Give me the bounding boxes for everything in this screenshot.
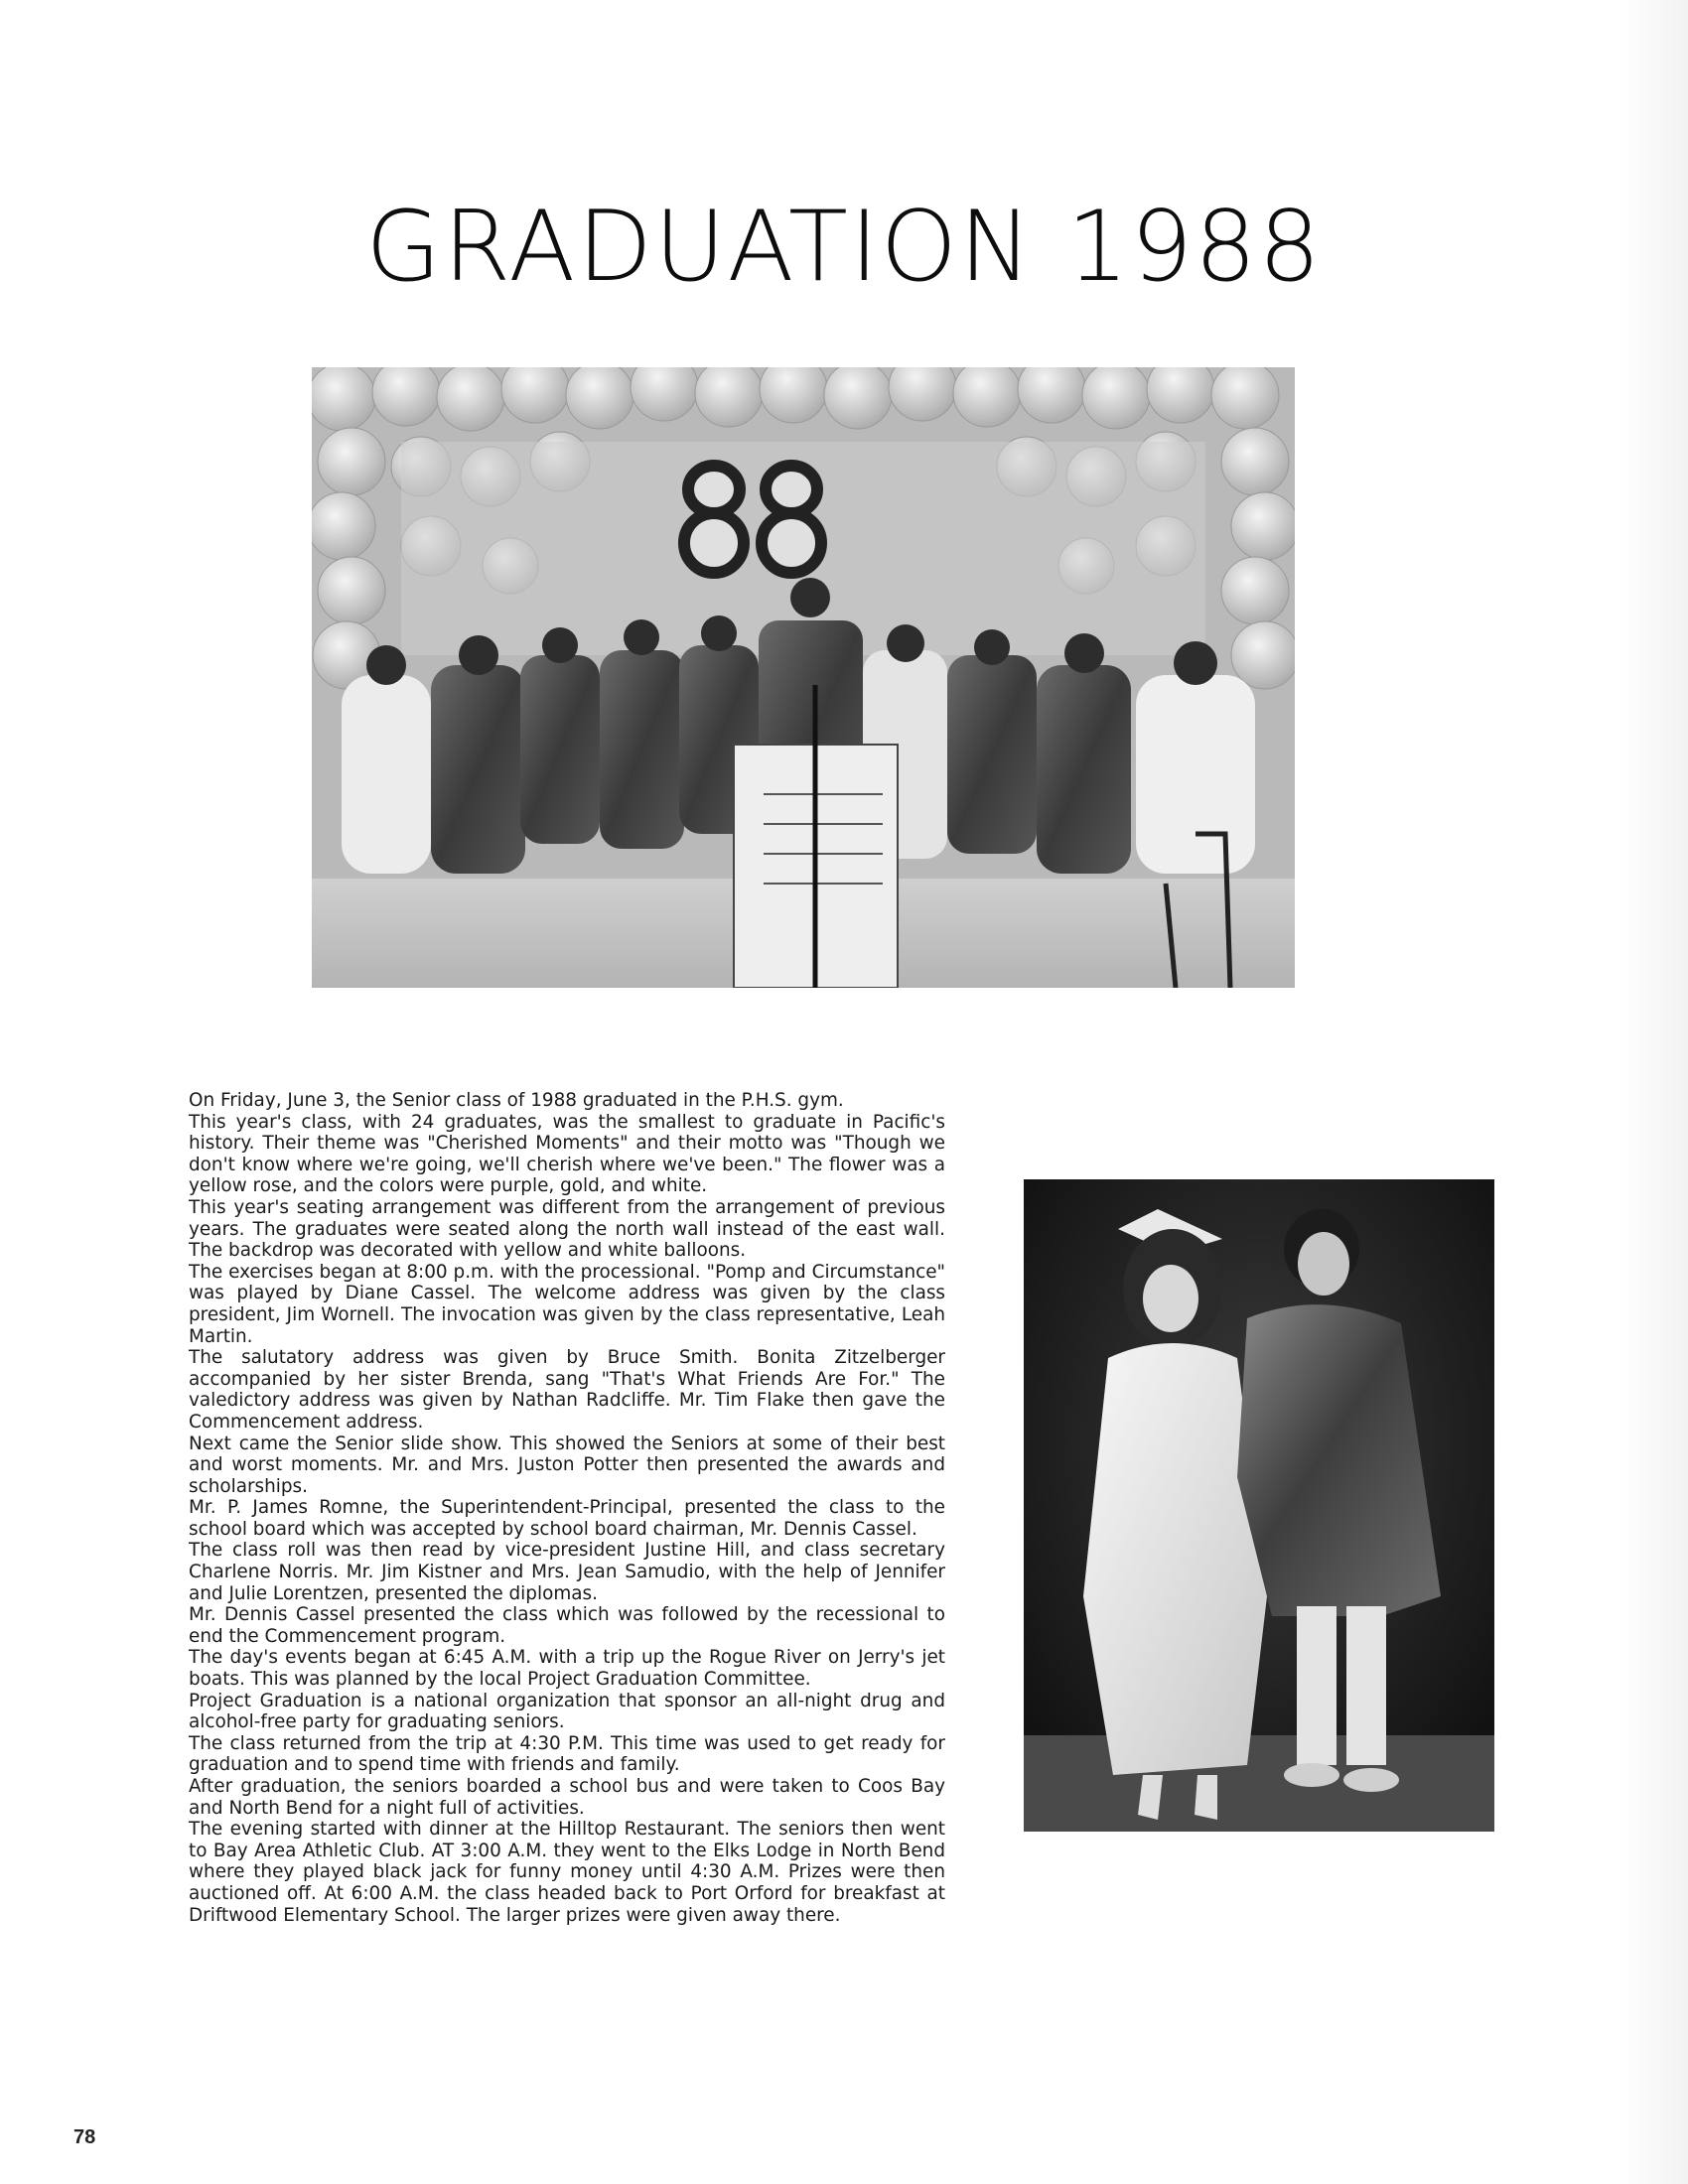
page-edge-shade <box>1618 0 1688 2184</box>
article-paragraph: The class roll was then read by vice-president Justine Hill, and class secretary Charlene Norris. Mr. Jim Kistner and Mrs. Jean Samudio, with the help of Jennifer and Julie Lorentzen, presented the diplomas. <box>189 1540 945 1604</box>
article-paragraph: This year's seating arrangement was different from the arrangement of previous years. The graduates were seated along the north wall instead of the east wall. The backdrop was decorated with yellow and white balloons. <box>189 1196 945 1262</box>
page-title: GRADUATION 1988 <box>365 191 1323 304</box>
graduates-processional-photo-icon <box>1024 1179 1494 1832</box>
article-paragraph: Mr. Dennis Cassel presented the class which was followed by the recessional to end the Commencement program. <box>189 1604 945 1647</box>
article-paragraph: The salutatory address was given by Bruce Smith. Bonita Zitzelberger accompanied by her sister Brenda, sang "That's What Friends Are For." The valedictory address was given by Nathan Radcliffe. Mr. Tim Flake then gave the Commencement address. <box>189 1347 945 1433</box>
graduation-stage-photo-icon <box>312 367 1295 988</box>
article-paragraph: Mr. P. James Romne, the Superintendent-Principal, presented the class to the school board which was accepted by school board chairman, Mr. Dennis Cassel. <box>189 1497 945 1540</box>
article-paragraph: Next came the Senior slide show. This showed the Seniors at some of their best and worst moments. Mr. and Mrs. Juston Potter then presented the awards and scholarships. <box>189 1433 945 1497</box>
article-paragraph: After graduation, the seniors boarded a school bus and were taken to Coos Bay and North Bend for a night full of activities. <box>189 1776 945 1819</box>
graduates-processional-photo <box>1024 1179 1494 1832</box>
article-paragraph: Project Graduation is a national organization that sponsor an all-night drug and alcohol-free party for graduating seniors. <box>189 1690 945 1733</box>
article-paragraph: On Friday, June 3, the Senior class of 1988 graduated in the P.H.S. gym. <box>189 1090 844 1111</box>
article-paragraph: The evening started with dinner at the Hilltop Restaurant. The seniors then went to Bay Area Athletic Club. AT 3:00 A.M. they went to the Elks Lodge in North Bend where they played black jack for funny money until 4:30 A.M. Prizes were then auctioned off. At 6:00 A.M. the class headed back to Port Orford for breakfast at Driftwood Elementary School. The larger prizes were given away there. <box>189 1819 945 1926</box>
article-paragraph: The class returned from the trip at 4:30 P.M. This time was used to get ready for graduation and to spend time with friends and family. <box>189 1732 945 1776</box>
graduation-stage-photo <box>312 367 1295 988</box>
article-paragraph: This year's class, with 24 graduates, was the smallest to graduate in Pacific's history. Their theme was "Cherished Moments" and their motto was "Though we don't know where we're going, we'll cherish where we've been." The flower was a yellow rose, and the colors were purple, gold, and white. <box>189 1111 945 1197</box>
article-body <box>189 1090 945 1926</box>
article-paragraph: The day's events began at 6:45 A.M. with a trip up the Rogue River on Jerry's jet boats. This was planned by the local Project Graduation Committee. <box>189 1647 945 1691</box>
page-number: 78 <box>73 2126 96 2148</box>
article-paragraph: The exercises began at 8:00 p.m. with the processional. "Pomp and Circumstance" was played by Diane Cassel. The welcome address was given by the class president, Jim Wornell. The invocation was given by the class representative, Leah Martin. <box>189 1261 945 1347</box>
